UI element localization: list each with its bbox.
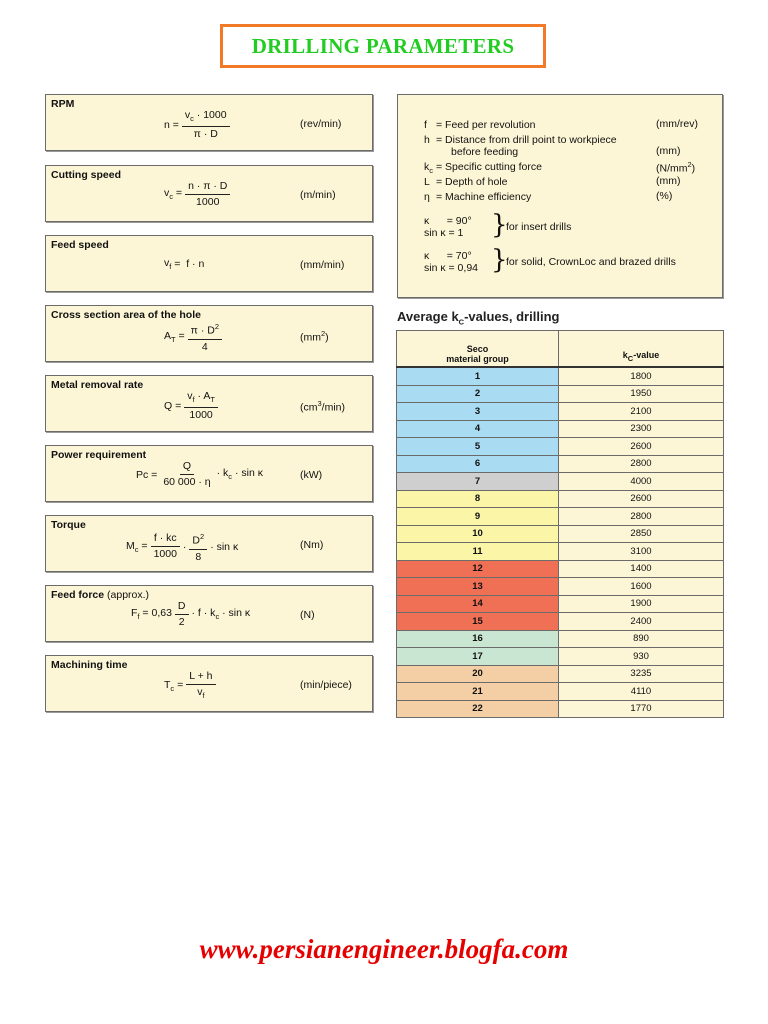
material-group-cell: 4 xyxy=(397,420,559,438)
torque-label: Torque xyxy=(51,519,86,531)
rpm-formula: n = $\frac{v_c \cdot 1000}{\pi \cdot D}$ xyxy=(164,109,233,141)
kc-value-cell: 1950 xyxy=(559,385,724,403)
table-row xyxy=(397,683,724,701)
kc-header-group: Seco material group xyxy=(397,331,559,368)
table-row xyxy=(397,420,724,438)
material-group-cell: 6 xyxy=(397,455,559,473)
kc-header-value: $k_C$-value xyxy=(559,331,724,368)
def-h-unit: (mm) xyxy=(656,145,681,157)
kc-value-cell: 2850 xyxy=(559,525,724,543)
rpm-box xyxy=(45,94,373,151)
feed-speed-unit: (mm/min) xyxy=(300,259,345,271)
feed-speed-formula: $v_f$ = f · n xyxy=(164,257,205,272)
table-row xyxy=(397,665,724,683)
brace-icon: } xyxy=(491,210,508,240)
material-group-cell: 15 xyxy=(397,613,559,631)
cross-section-unit: $(mm^2)$ xyxy=(300,329,329,344)
table-row xyxy=(397,490,724,508)
power-unit: (kW) xyxy=(300,469,323,481)
def-f-unit: (mm/rev) xyxy=(656,118,698,130)
feed-force-formula: $F_f = 0,63$ $\frac{D}{2}$ · $f \cdot k_c \cdot \sin \kappa$ xyxy=(131,600,251,628)
def-L: L = Depth of hole xyxy=(424,176,508,188)
table-row xyxy=(397,367,724,385)
definitions-box xyxy=(397,94,723,298)
def-L-unit: (mm) xyxy=(656,175,681,187)
power-box xyxy=(45,445,373,502)
kc-value-cell: 1770 xyxy=(559,700,724,718)
material-group-cell: 1 xyxy=(397,367,559,385)
kc-value-cell: 1400 xyxy=(559,560,724,578)
material-group-cell: 12 xyxy=(397,560,559,578)
cross-section-box xyxy=(45,305,373,362)
table-row xyxy=(397,578,724,596)
metal-removal-formula: Q = $\frac{v_f \cdot A_T}{1000}$ xyxy=(164,390,221,422)
table-row xyxy=(397,525,724,543)
torque-box xyxy=(45,515,373,572)
table-row xyxy=(397,473,724,491)
feed-speed-box xyxy=(45,235,373,292)
kc-value-cell: 3235 xyxy=(559,665,724,683)
table-row xyxy=(397,560,724,578)
table-row xyxy=(397,508,724,526)
page-title: DRILLING PARAMETERS xyxy=(251,33,515,58)
kappa-solid-note: for solid, CrownLoc and brazed drills xyxy=(506,256,676,268)
kc-value-cell: 3100 xyxy=(559,543,724,561)
kc-value-cell: 2600 xyxy=(559,438,724,456)
kc-value-cell: 2800 xyxy=(559,508,724,526)
cutting-speed-unit: (m/min) xyxy=(300,189,336,201)
material-group-cell: 5 xyxy=(397,438,559,456)
kc-value-cell: 1800 xyxy=(559,367,724,385)
material-group-cell: 11 xyxy=(397,543,559,561)
kc-value-cell: 2100 xyxy=(559,403,724,421)
kappa-insert-note: for insert drills xyxy=(506,221,572,233)
cutting-speed-formula: $v_c$ = $\frac{n \cdot \pi \cdot D}{1000}$ xyxy=(164,180,233,209)
rpm-unit: (rev/min) xyxy=(300,118,342,130)
material-group-cell: 21 xyxy=(397,683,559,701)
def-kc-unit: $(N/mm^2)$ xyxy=(656,160,696,175)
torque-unit: (Nm) xyxy=(300,539,324,551)
material-group-cell: 3 xyxy=(397,403,559,421)
kc-value-cell: 2600 xyxy=(559,490,724,508)
material-group-cell: 10 xyxy=(397,525,559,543)
kc-value-cell: 2300 xyxy=(559,420,724,438)
rpm-label: RPM xyxy=(51,98,75,110)
brace-icon: } xyxy=(491,245,508,275)
def-eta: η = Machine efficiency xyxy=(424,191,532,203)
footer-url: www.persianengineer.blogfa.com xyxy=(199,934,569,964)
table-row xyxy=(397,438,724,456)
metal-removal-label: Metal removal rate xyxy=(51,379,144,391)
kc-value-cell: 930 xyxy=(559,648,724,666)
power-formula: Pc = $\frac{Q}{60 000 \cdot \eta}$ · $k_c \cdot \sin \kappa$ xyxy=(136,460,263,488)
def-f: f = Feed per revolution xyxy=(424,119,536,131)
table-row xyxy=(397,543,724,561)
kc-value-cell: 2800 xyxy=(559,455,724,473)
kc-value-cell: 4110 xyxy=(559,683,724,701)
feed-speed-label: Feed speed xyxy=(51,239,109,251)
kc-value-cell: 4000 xyxy=(559,473,724,491)
kc-value-cell: 1600 xyxy=(559,578,724,596)
cross-section-formula: $A_T$ = $\frac{\pi \cdot D^2}{4}$ xyxy=(164,320,225,354)
table-row xyxy=(397,630,724,648)
kappa-insert: κ = 90° sin κ = 1 xyxy=(424,215,472,239)
kc-table xyxy=(396,330,724,718)
power-label: Power requirement xyxy=(51,449,147,461)
machining-time-formula: $T_c$ = $\frac{L + h}{v_f}$ xyxy=(164,670,219,702)
machining-time-box xyxy=(45,655,373,712)
metal-removal-box xyxy=(45,375,373,432)
material-group-cell: 22 xyxy=(397,700,559,718)
torque-formula: $M_c$ = $\frac{f \cdot kc}{1000}$ · $\frac{D^2}{8}$ · sin κ xyxy=(126,532,239,563)
feed-force-unit: (N) xyxy=(300,609,315,621)
material-group-cell: 8 xyxy=(397,490,559,508)
cross-section-label: Cross section area of the hole xyxy=(51,309,201,321)
cutting-speed-label: Cutting speed xyxy=(51,169,121,181)
material-group-cell: 20 xyxy=(397,665,559,683)
kc-value-cell: 890 xyxy=(559,630,724,648)
table-row xyxy=(397,613,724,631)
material-group-cell: 7 xyxy=(397,473,559,491)
table-row xyxy=(397,403,724,421)
material-group-cell: 13 xyxy=(397,578,559,596)
kc-value-cell: 2400 xyxy=(559,613,724,631)
kc-value-cell: 1900 xyxy=(559,595,724,613)
table-row xyxy=(397,648,724,666)
def-h: h = Distance from drill point to workpiece xyxy=(424,134,617,146)
table-row xyxy=(397,595,724,613)
table-row xyxy=(397,455,724,473)
feed-force-box xyxy=(45,585,373,642)
kc-heading: Average $k_C$-values, drilling xyxy=(397,309,560,327)
feed-force-label: Feed force (approx.) xyxy=(51,589,150,601)
machining-time-unit: (min/piece) xyxy=(300,679,352,691)
material-group-cell: 2 xyxy=(397,385,559,403)
kappa-solid: κ = 70° sin κ = 0,94 xyxy=(424,250,478,274)
def-eta-unit: (%) xyxy=(656,190,673,202)
table-row xyxy=(397,385,724,403)
def-h-cont: before feeding xyxy=(451,146,519,158)
cutting-speed-box xyxy=(45,165,373,222)
title-box xyxy=(220,24,546,68)
material-group-cell: 9 xyxy=(397,508,559,526)
def-kc: $k_c$ = Specific cutting force xyxy=(424,161,542,176)
machining-time-label: Machining time xyxy=(51,659,128,671)
table-row xyxy=(397,700,724,718)
material-group-cell: 16 xyxy=(397,630,559,648)
material-group-cell: 17 xyxy=(397,648,559,666)
material-group-cell: 14 xyxy=(397,595,559,613)
metal-removal-unit: $(cm^3/\min)$ xyxy=(300,399,346,414)
